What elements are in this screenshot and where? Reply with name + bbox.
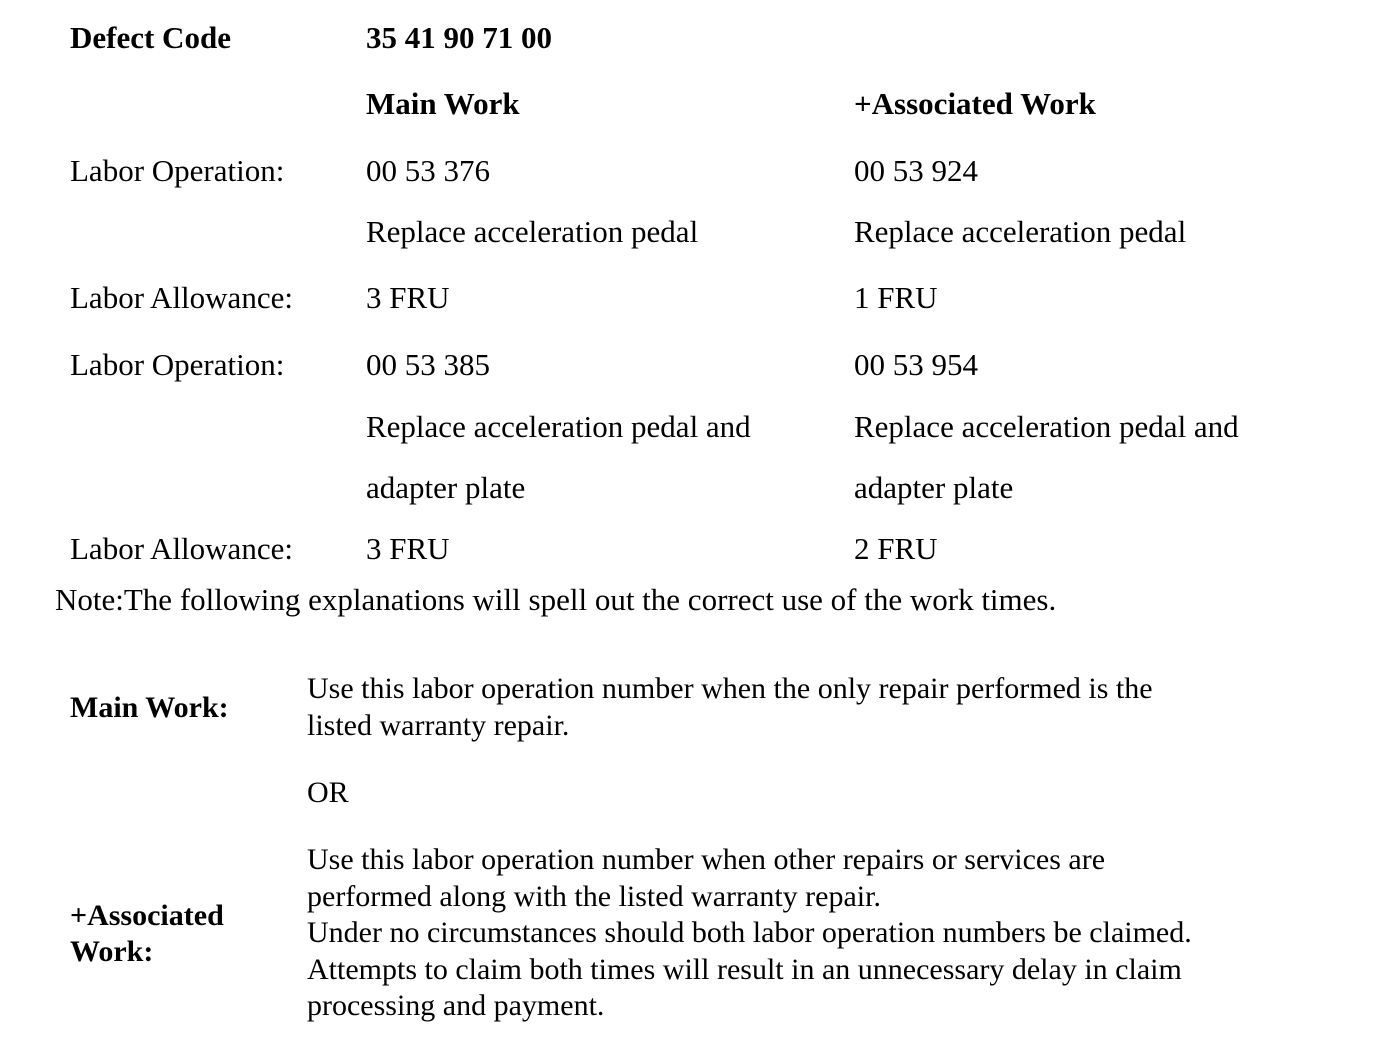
- assoc-labor-allowance: 1 FRU: [854, 280, 938, 315]
- main-labor-op-number: 00 53 385: [366, 347, 490, 382]
- main-labor-op-description: Replace acceleration pedal and: [366, 409, 751, 444]
- assoc-labor-op-description: Replace acceleration pedal and: [854, 409, 1239, 444]
- main-labor-allowance: 3 FRU: [366, 280, 450, 315]
- main-labor-allowance: 3 FRU: [366, 531, 450, 566]
- explanation-line: Under no circumstances should both labor operation numbers be claimed.: [307, 916, 1192, 949]
- associated-work-explanation-label: [70, 898, 224, 970]
- labor-allowance-label: Labor Allowance:: [70, 531, 293, 566]
- assoc-labor-allowance: 2 FRU: [854, 531, 938, 566]
- explanation-line: Attempts to claim both times will result in an unnecessary delay in claim: [307, 952, 1182, 986]
- explanation-line: Use this labor operation number when other repairs or services are: [307, 843, 1106, 876]
- explanation-line: performed along with the listed warranty repair.: [307, 879, 881, 913]
- assoc-labor-op-description: Replace acceleration pedal: [854, 214, 1187, 249]
- assoc-labor-op-number: 00 53 924: [854, 153, 978, 188]
- explanation-line: Use this labor operation number when the only repair performed is the: [307, 672, 1153, 705]
- main-work-heading: Main Work: [366, 86, 520, 121]
- or-separator: [307, 775, 1367, 812]
- associated-label-line: Work:: [70, 935, 154, 968]
- main-labor-op-number: 00 53 376: [366, 153, 490, 188]
- labor-operation-label: Labor Operation:: [70, 347, 285, 382]
- associated-label-line: +Associated: [70, 899, 224, 932]
- main-labor-op-description: Replace acceleration pedal: [366, 214, 699, 249]
- labor-allowance-label: Labor Allowance:: [70, 280, 293, 315]
- defect-code-value: 35 41 90 71 00: [366, 20, 552, 55]
- note-text: Note:The following explanations will spell out the correct use of the work times.: [55, 582, 1057, 617]
- explanation-line: listed warranty repair.: [307, 708, 570, 742]
- associated-work-heading: +Associated Work: [854, 86, 1096, 121]
- main-labor-op-description-cont: adapter plate: [366, 470, 526, 505]
- main-work-explanation: [307, 671, 1367, 744]
- labor-operation-label: Labor Operation:: [70, 153, 285, 188]
- main-work-explanation-label: Main Work:: [70, 691, 229, 724]
- or-text: OR: [307, 776, 349, 809]
- associated-work-explanation: [307, 842, 1367, 1025]
- assoc-labor-op-description-cont: adapter plate: [854, 470, 1014, 505]
- assoc-labor-op-number: 00 53 954: [854, 347, 978, 382]
- explanation-line: processing and payment.: [307, 989, 605, 1022]
- defect-code-label: Defect Code: [70, 20, 231, 55]
